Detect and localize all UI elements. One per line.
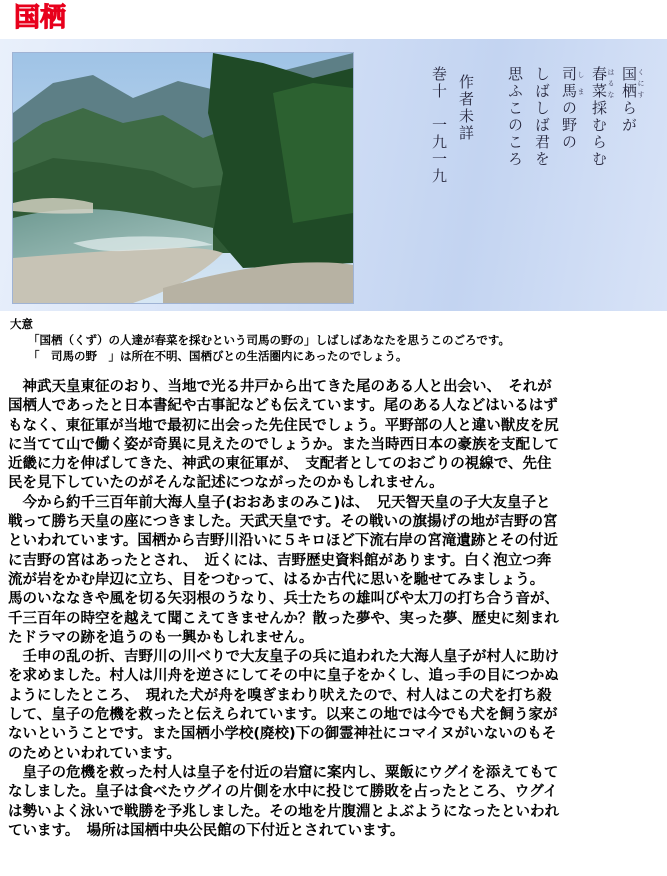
- body-line: といわれています。国栖から吉野川沿いに５キロほど下流右岸の宮滝遺跡とその付近: [8, 533, 558, 550]
- body-line: 皇子の危機を救った村人は皇子を付近の岩窟に案内し、粟飯にウグイを添えてもて: [8, 764, 559, 781]
- body-line: たドラマの跡を追うのも一興かもしれません。: [8, 629, 314, 646]
- body-line: は勢いよく泳いで戦勝を予兆しました。その地を片腹淵とよぶようになったといわれ: [8, 803, 559, 820]
- poem-volume: 巻十 一九一九: [430, 66, 448, 185]
- poem-line-4: しばしば君を: [533, 66, 551, 168]
- body-line: なしました。皇子は食べたウグイの片側を水中に投じて勝敗を占ったところ、ウグイ: [8, 784, 558, 801]
- body-line: 今から約千三百年前大海人皇子(おおあまのみこ)は、 兄天智天皇の子大友皇子と: [8, 494, 551, 511]
- river-landscape-photo: [12, 52, 354, 304]
- body-line: を求めました。村人は川舟を逆さにしてその中に皇子をかくし、追っ手の目につかぬ: [8, 668, 559, 685]
- summary-line-2: 「 司馬の野 」は所在不明、国栖びとの生活圏内にあったのでしょう。: [28, 349, 408, 363]
- body-line: 神武天皇東征のおり、当地で光る井戸から出てきた尾のある人と出会い、 それが: [8, 379, 552, 395]
- paragraph-jinshin: [8, 648, 658, 764]
- body-line: 千三百年の時空を越えて聞こえてきませんか？散った夢や、実った夢、歴史に刻まれ: [8, 610, 559, 627]
- body-line: 流が岩をかむ岸辺に立ち、目をつむって、はるか古代に思いを馳せてみましょう。: [8, 571, 545, 588]
- paragraph-jimmu: [8, 378, 658, 494]
- body-line: ようにしたところ、 現れた犬が舟を嗅ぎまわり吠えたので、村人はこの犬を打ち殺: [8, 687, 552, 704]
- body-line: 戦って勝ち天皇の座につきました。天武天皇です。その戦いの旗揚げの地が吉野の宮: [8, 514, 558, 531]
- summary-section: [10, 316, 660, 364]
- body-line: して、皇子の危機を救ったと伝えられています。以来この地では今でも犬を飼う家が: [8, 707, 558, 724]
- poem-line-5: 思ふこのころ: [506, 66, 524, 168]
- page-title: 国栖: [14, 3, 67, 33]
- body-line: 国栖人であったと日本書紀や古事記なども伝えています。尾のある人などはいるはず: [8, 398, 558, 415]
- body-line: に当てて山で働く姿が奇異に見えたのでしょうか。また当時西日本の豪族を支配して: [8, 436, 559, 453]
- body-line: に吉野の宮はあったとされ、 近くには、吉野歴史資料館があります。白く泡立つ奔: [8, 552, 552, 569]
- body-line: もなく、東征軍が当地で最初に出会った先住民でしょう。平野部の人と違い獣皮を尻: [8, 417, 559, 434]
- paragraph-ugui: [8, 764, 658, 841]
- body-line: のためといわれています。: [8, 745, 181, 762]
- summary-line-1: 「国栖（くず）の人達が春菜を採むという司馬の野の」しばしばあなたを思うこのごろです。: [28, 333, 510, 347]
- body-line: 近畿に力を伸ばしてきた、神武の東征軍が、 支配者としてのおごりの視線で、先住: [8, 456, 552, 473]
- poem-line-1: 国栖 くにすらが: [620, 66, 645, 134]
- poem-line-2: 春菜 はるな採むらむ: [590, 66, 615, 168]
- summary-label: 大意: [10, 317, 33, 331]
- poem-author: 作者未詳: [457, 74, 475, 142]
- body-line: 民を見下していたのがそんな記述につながったのかもしれません。: [8, 475, 444, 492]
- article-body: [8, 378, 658, 841]
- body-line: 馬のいななきや風を切る矢羽根のうなり、兵士たちの雄叫びや太刀の打ち合う音が、: [8, 591, 559, 608]
- poem-line-3: 司馬 しまの野の: [560, 66, 585, 151]
- waka-poem: [425, 66, 645, 298]
- body-line: 壬申の乱の折、吉野川の川べりで大友皇子の兵に追われた大海人皇子が村人に助け: [8, 649, 559, 666]
- body-line: ています。 場所は国栖中央公民館の下付近とされています。: [8, 822, 405, 839]
- body-line: ないということです。また国栖小学校(廃校)下の御霊神社にコマイヌがいないのもそ: [8, 726, 557, 743]
- paragraph-tenmu: [8, 494, 658, 648]
